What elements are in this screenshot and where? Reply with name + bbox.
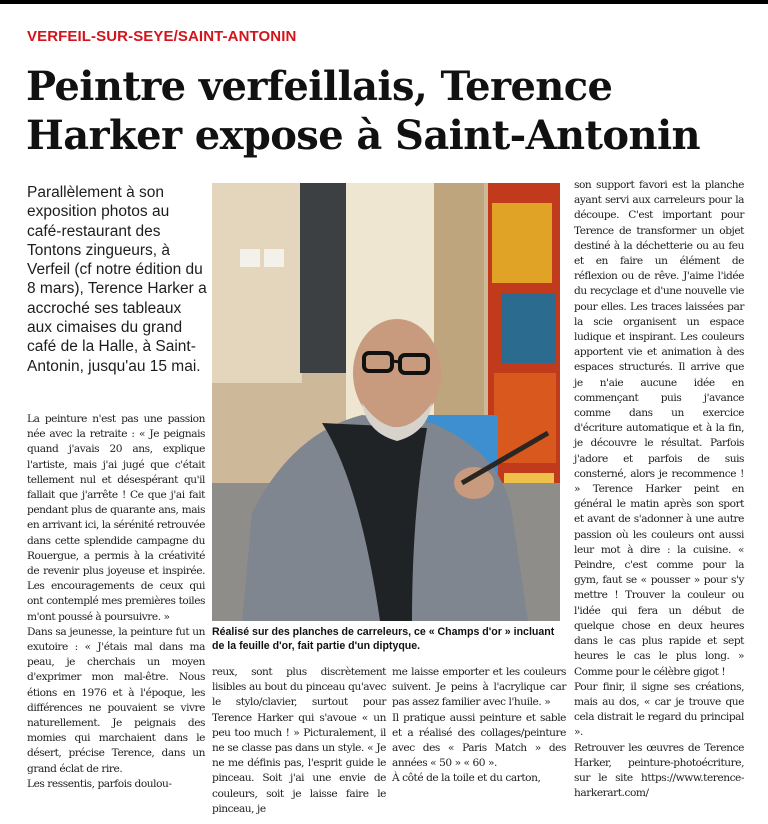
paragraph: Retrouver les œuvres de Terence Harker, peinture-photoécriture, sur le site https://www.terence-harkerart.com/ — [574, 741, 744, 800]
paragraph: Les ressentis, parfois doulou- — [27, 777, 172, 790]
paragraph: son support favori est la planche ayant servi aux carreleurs pour la découpe. C'est important pour Terence de transformer un objet destiné à la déchetterie ou au feu et en faire un élément de réflexion ou de rêve. J'aime l'idée du recyclage et d'une nouvelle vie pour elles. Les traces laissées par la scie organisent un espace ludique et inspirant. Les couleurs apportent vie et animation à des espaces structurés. Il arrive que je n'aie aucune idée en commençant puis j'avance comme dans un exercice d'écriture automatique et à la fin, je découvre le résultat. Parfois j'adore et parfois de suis consterné, alors je recommence ! » Terence Harker peint en général le matin après son sport et avant de s'adonner à une autre passion où les couleurs ont aussi leur mot à dire : la cuisine. « Peindre, c'est comme pour la gym, faut se « pousser » pour s'y mettre ! Trouver la couleur ou l'idée qui fera un début de quelque chose en deux heures dans le cas plus rapide et sept heures le cas le plus long. » Comme pour le célèbre gigot ! — [574, 179, 744, 678]
article-lead: Parallèlement à son exposition photos au café-restaurant des Tontons zingueurs, à Verfeil (cf notre édition du 8 mars), Terence Harker a accroché ses tableaux aux cimaises du grand café de la Halle, à Saint-Antonin, jusqu'au 15 mai. — [27, 184, 207, 375]
paragraph: Dans sa jeunesse, la peinture fut un exutoire : « J'étais mal dans ma peau, je cherchais un moyen d'exprimer mon mal-être. Nous étions en 1976 et à l'époque, les différences ne pouvaient se vivre naturellement. Je peignais des momies qui marchaient dans le désert, précise Terence, dans un grand éclat de rire. — [27, 625, 205, 775]
article-headline: Peintre verfeillais, Terence Harker expose à Saint-Antonin — [26, 63, 701, 159]
paragraph: La peinture n'est pas une passion née avec la retraite : « Je peignais quand j'avais 20 ans, explique l'artiste, mais j'ai jugé que c'était tellement nul et désespérant qu'il fallait que j'arrête ! Ce que j'ai fait pendant plus de quarante ans, mais en arrivant ici, la sérénité retrouvée dans cette splendide campagne du Rouergue, a permis à la créativité de revenir plus joyeuse et inspirée. Les encouragements de ceux qui ont contemplé mes premières toiles m'ont poussé à poursuivre. » — [27, 413, 205, 623]
paragraph: reux, sont plus discrètement lisibles au bout du pinceau qu'avec le stylo/clavier, surtout pour Terence Harker qui s'avoue « un peu too much ! » Picturalement, il ne se classe pas dans un style. « Je ne me définis pas, l'esprit guide le pinceau. Soit j'ai une envie de couleurs, soit je laisse faire le pinceau, je — [212, 666, 386, 815]
paragraph: Il pratique aussi peinture et sable et a réalisé des collages/peinture avec des « Paris Match » des années « 50 » « 60 ». — [392, 711, 566, 770]
article-column-3 — [392, 665, 566, 787]
top-rule — [0, 0, 768, 4]
section-kicker: VERFEIL-SUR-SEYE/SAINT-ANTONIN — [27, 28, 297, 45]
paragraph: me laisse emporter et les couleurs suivent. Je peins à l'acrylique car pas assez familier avec l'huile. » — [392, 666, 566, 709]
article-column-1 — [27, 412, 205, 792]
paragraph: À côté de la toile et du carton, — [392, 772, 541, 785]
painter-photo — [212, 183, 560, 621]
photo-caption: Réalisé sur des planches de carreleurs, ce « Champs d'or » incluant de la feuille d'or, fait partie d'un diptyque. — [212, 626, 555, 652]
article-column-4 — [574, 178, 744, 801]
paragraph: Pour finir, il signe ses créations, mais au dos, « car je trouve que cela distrait le regard du principal ». — [574, 680, 744, 739]
article-column-2 — [212, 665, 386, 817]
